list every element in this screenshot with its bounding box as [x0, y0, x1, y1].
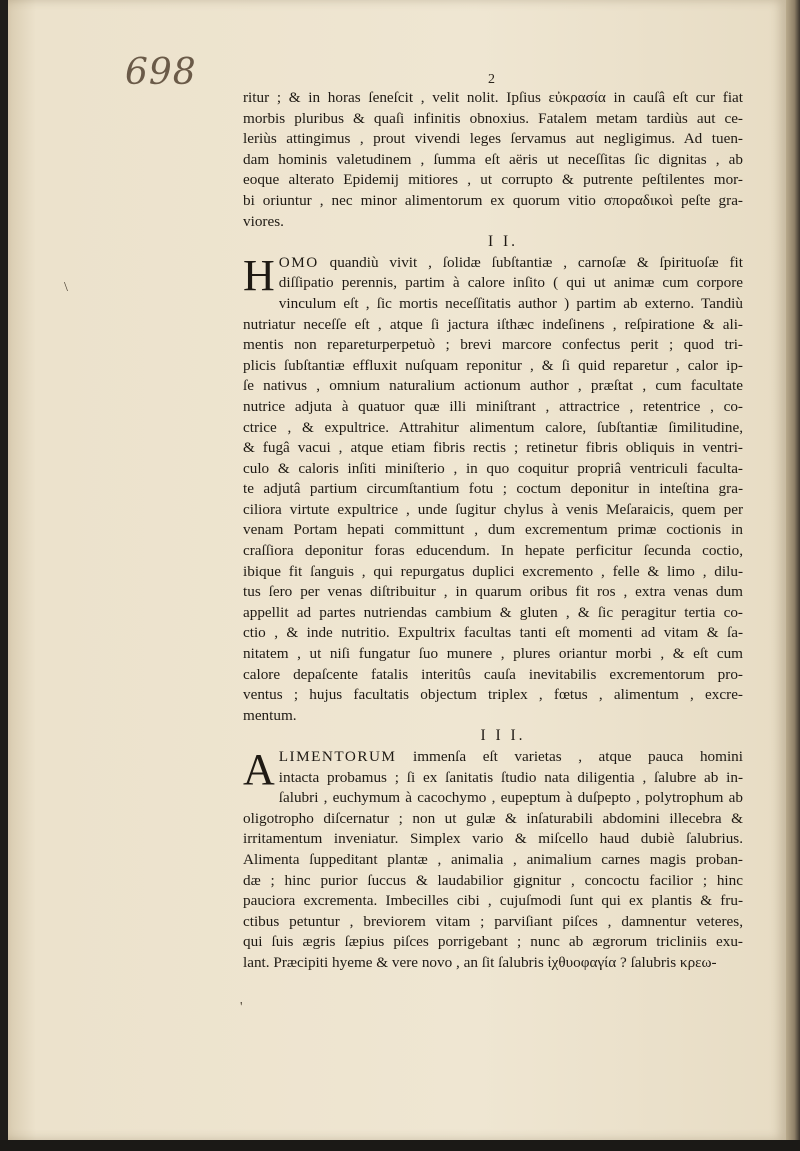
text-line: ciliora virtute expultrice , unde ſugitur chylus à venis Meſaraicis, quem per	[243, 500, 743, 518]
text-line: mentis non repareturperpetuò ; brevi marcore confectus perit ; quod tri-	[243, 336, 743, 354]
text-line: dam hominis valetudinem , ſumma eſt aëris ut neceſſitas ſic dignitas , ab	[243, 150, 743, 168]
text-line: craſſiora deponitur foras educendum. In hepate perficitur ſecunda coctio,	[243, 542, 743, 560]
drop-cap-h: H	[243, 250, 275, 300]
text-line: ctio , & inde nutritio. Expultrix facultas tanti eſt momenti ad vitam & ſa-	[243, 624, 743, 642]
text-line	[279, 253, 743, 274]
section-first-word: LIMENTORUM	[278, 748, 397, 765]
text-line: appellit ad partes nutriendas cambium & gluten , & ſic peragitur tertia co-	[243, 603, 743, 621]
margin-mark: '	[240, 1000, 243, 1015]
section-2-paragraph	[243, 250, 743, 727]
text-line: oligotropho diſcernatur ; non ut gulæ & inſaturabili abdomini illecebra &	[243, 809, 743, 827]
text-line: mentum.	[243, 706, 297, 724]
section-heading-2: I I.	[487, 233, 519, 251]
text-line: plicis ſubſtantiæ effluxit nuſquam reponitur , & ſi quid reparetur , calor ip-	[243, 356, 743, 374]
page-number: 2	[488, 72, 495, 87]
folio-mark: 698	[125, 52, 197, 93]
section-heading-3: I I I.	[480, 727, 526, 745]
drop-cap-a: A	[243, 745, 275, 794]
text-line: nutriatur neceſſe eſt , atque ſi jactura iſthæc indeſinens , reſpiratione & ali-	[243, 315, 743, 333]
page-text	[243, 88, 743, 974]
text-line: eoque alterato Epidemij mitiores , ut corrupto & putrente peſtilentes mor-	[243, 171, 743, 189]
section-3-paragraph	[243, 747, 743, 974]
text-line: vinculum eſt , ſic mortis neceſſitatis author ) partim ab externo. Tandiù	[278, 294, 743, 312]
text-line: ſalubri , euchymum à cacochymo , eupeptum à duſpepto , polytrophum ab	[278, 789, 743, 807]
text-line: diſſipatio perennis, partim à calore inſito ( qui ut animæ cum corpore	[278, 274, 743, 292]
text-line: viores.	[243, 212, 284, 230]
text-line	[279, 747, 743, 768]
text-line: lant. Præcipiti hyeme & vere novo , an ſit ſalubris ἰχθυοφαγία ? ſalubris κρεω-	[243, 953, 717, 971]
text-line: venam Portam hepati committunt , dum excrementum primæ coctionis in	[243, 521, 743, 539]
section-first-word: OMO	[278, 253, 319, 271]
text-line: tus ſero per venas diſtribuitur , in quarum oribus fit ros , extra venas dum	[243, 583, 743, 601]
text-line: te adjutâ partium circumſtantium fotu ; coctum deponitur in inteſtina gra-	[243, 480, 743, 498]
text-line: culo & caloris inſiti miniſterio , in quo coquitur propriâ ventriculi faculta-	[243, 459, 743, 477]
text-line: morbis pluribus & quaſi infinitis obnoxius. Fatalem metam tardiùs aut ce-	[243, 109, 743, 127]
text-line: nitatem , ut niſi fungatur ſuo munere , plures oriantur morbi , & eſt cum	[243, 645, 743, 663]
text-line: leriùs attingimus , prout vivendi leges ſervamus aut negligimus. Ad tuen-	[243, 130, 743, 148]
text-line: & fugâ vacui , atque etiam fibris rectis ; retinetur fibris obliquis in ventri-	[243, 439, 743, 457]
scan-bottom-border	[0, 1140, 800, 1151]
text-line: pauciora excrementa. Imbecilles cibi , cujuſmodi ſunt qui ex plantis & fru-	[243, 892, 743, 910]
text-line: qui ſuis ægris ſæpius piſces porrigebant ; nunc ab ægrorum tricliniis exu-	[243, 933, 743, 951]
text-line: dæ ; hinc purior ſuccus & laudabilior gignitur , concoctu facilior ; hinc	[243, 871, 743, 889]
text-line: bi oriuntur , nec minor alimentorum ex quorum vitio σποραδικοὶ peſte gra-	[243, 191, 743, 209]
text-line-rest: quandiù vivit , ſolidæ ſubſtantiæ , carnoſæ & ſpirituoſæ fit	[318, 253, 743, 271]
text-line: irritamentum inveniatur. Simplex vario & miſcello haud dubiè ſalubrius.	[243, 830, 743, 848]
page-edge	[786, 0, 800, 1140]
text-line: ſe nativus , omnium naturalium actionum author , præſtat , cum facultate	[243, 377, 743, 395]
intro-paragraph	[243, 88, 743, 232]
text-line: ritur ; & in horas ſeneſcit , velit nolit. Ipſius εὐκρασία in cauſâ eſt cur fiat	[243, 89, 743, 106]
text-line: Alimenta ſuppeditant plantæ , animalia , animalium carnes magis proban-	[243, 850, 743, 868]
text-line: ctrice , & expultrice. Attrahitur alimentum calore, ſubſtantiæ ſimilitudine,	[243, 418, 743, 436]
text-line-rest: immenſa eſt varietas , atque pauca homini	[396, 748, 743, 765]
text-line: calore depaſcente fatalis interitûs cauſa inevitabilis excrementorum pro-	[243, 665, 743, 683]
text-line: intacta probamus ; ſi ex ſanitatis ſtudio nata diligentia , ſalubre ab in-	[278, 768, 743, 786]
text-line: nutrice adjuta à quatuor quæ illi miniſtrant , attractrice , retentrice , co-	[243, 397, 743, 415]
text-line: ctibus petuntur , breviorem vitam ; parviſiant piſces , damnentur veteres,	[243, 912, 743, 930]
text-line: ventus ; hujus facultatis objectum triplex , fœtus , alimentum , excre-	[243, 686, 743, 704]
text-line: ibique fit ſanguis , qui repurgatus duplici excremento , felle & limo , dilu-	[243, 562, 743, 580]
margin-mark: \	[64, 280, 68, 295]
